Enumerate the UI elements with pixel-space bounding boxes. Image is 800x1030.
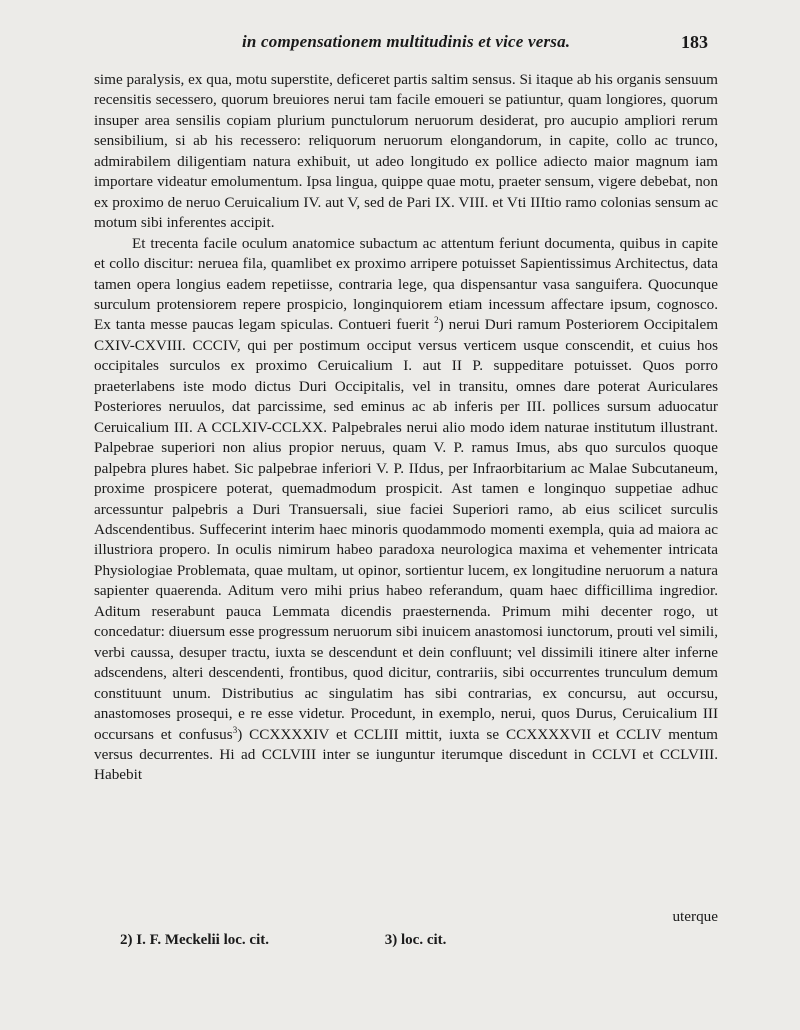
footnote-reference: 2	[434, 315, 439, 326]
page-number: 183	[681, 32, 708, 52]
running-head	[92, 32, 708, 54]
catchword: uterque	[672, 908, 718, 925]
paragraph	[94, 70, 718, 234]
paragraph-text: ) CCXXXXIV et CCLIII mittit, iuxta se CCXXXXVII et CCLIV mentum versus decurrentes. Hi ad CCLVIII inter se iunguntur iterumque discedunt in CCLVI et CCLVIII. Habebit	[94, 725, 718, 784]
footnote-reference: 3	[232, 724, 238, 735]
paragraph	[94, 234, 718, 786]
paragraph-text: ) nerui Duri ramum Posteriorem Occipitalem CXIV-CXVIII. CCCIV, qui per postimum occiput versus verticem usque conscendit, et cuius hos occipitales surculos ex proximo Ceruicalium I. aut II P. suppeditare potuisset. Quos porro praeterlabens iste modo dictus Duri Occipitalis, vel in transitu, omnes dare poterat Auriculares Posteriores neruulos, dat parcissime, sed eminus ac ab inferis per III. pollices sursum aduocatur Ceruicalium III. A CCLXIV-CCLXX. Palpebrales nerui alio modo idem naturae institutum illustrant. Palpebrae superiori non alius propior neruus, quam V. P. ramus Imus, abs quo surculos quoque palpebra plures habet. Sic palpebrae inferiori V. P. IIdus, per Infraorbitarium ac Malae Subcutaneum, proxime prospicere poterat, quemadmodum prospicit. Ast tamen e longinquo suppetiae adhuc arcessuntur palpebris a Duri Transuersali, siue faciei Superiori ramo, ab eius scilicet surculis Adscendentibus. Suffecerint interim haec minoris quodammodo momenti exempla, quia ad maiora ac illustriora propero. In oculis nimirum habeo paradoxa neurologica maxima et vehementer intricata Physiologiae Problemata, quae multam, ut opinor, sortientur lucem, ex longitudine neruorum a natura sapienter quaerenda. Aditum vero mihi prius habeo referandum, quam haec difficillima ingredior. Aditum reserabunt pauca Lemmata dicendis praesternenda. Primum mihi decenter rogo, ut concedatur: diuersum esse progressum neruorum sibi inuicem anastomosi iunctorum, prouti vel simili, verbi caussa, desuper tractu, iuxta se descendunt et dein confluunt; vel dissimili itinere alter inferne adscendens, alteri descendenti, frontibus, quod dicitur, contrariis, sibi occurrentes trunculum demum constituunt unum. Distributius ac singulatim has sibi contrarias, ex concursu, aut occursu, anastomoses prosequi, e re esse videtur. Procedunt, in exemplo, nerui, quos Durus, Ceruicalium III occursans et confusus	[94, 316, 719, 743]
running-title: in compensationem multitudinis et vice versa.	[242, 32, 571, 51]
body-text	[94, 70, 718, 786]
footnote: 3) loc. cit.	[384, 932, 447, 948]
footnote: 2) I. F. Meckelii loc. cit.	[120, 932, 269, 948]
paragraph-text: sime paralysis, ex qua, motu superstite, deficeret partis saltim sensus. Si itaque ab his organis sensuum recensitis secessero, quorum breuiores nerui tam facile emoueri se patiuntur, quam longiores, quorum insuper area sensilis copiam plurium punctulorum neruorum desiderat, pro aucupio ampliori rerum sensibilium, si ab his recessero: reliquorum neruorum elongandorum, in capite, collo ac trunco, admirabilem diligentiam natura exhibuit, ut adeo longitudo ex pollice adiecto maior magnum iam importare videatur emolumentum. Ipsa lingua, quippe quae motu, praeter sensum, vigere debebat, non ex proximo de neruo Ceruicalium IV. aut V, sed de Pari IX. VIII. et Vti IIItio ramo colonias sensum ac motum sibi inferentes accipit.	[94, 71, 718, 232]
paragraph-text: Et trecenta facile oculum anatomice subactum ac attentum feriunt documenta, quibus in capite et collo discitur: neruea fila, quamlibet ex proximo arripere potuisset Sapientissimus Architectus, data tamen opera longius eadem repetiisse, contraria lege, qua dispensantur vasa sanguifera. Quocunque surculum protensiorem repere prospicio, longinquiorem etiam incessum affectare ipsum, cognosco. Ex tanta messe paucas legam spiculas. Contueri fuerit	[94, 234, 718, 334]
footnotes	[120, 932, 718, 949]
